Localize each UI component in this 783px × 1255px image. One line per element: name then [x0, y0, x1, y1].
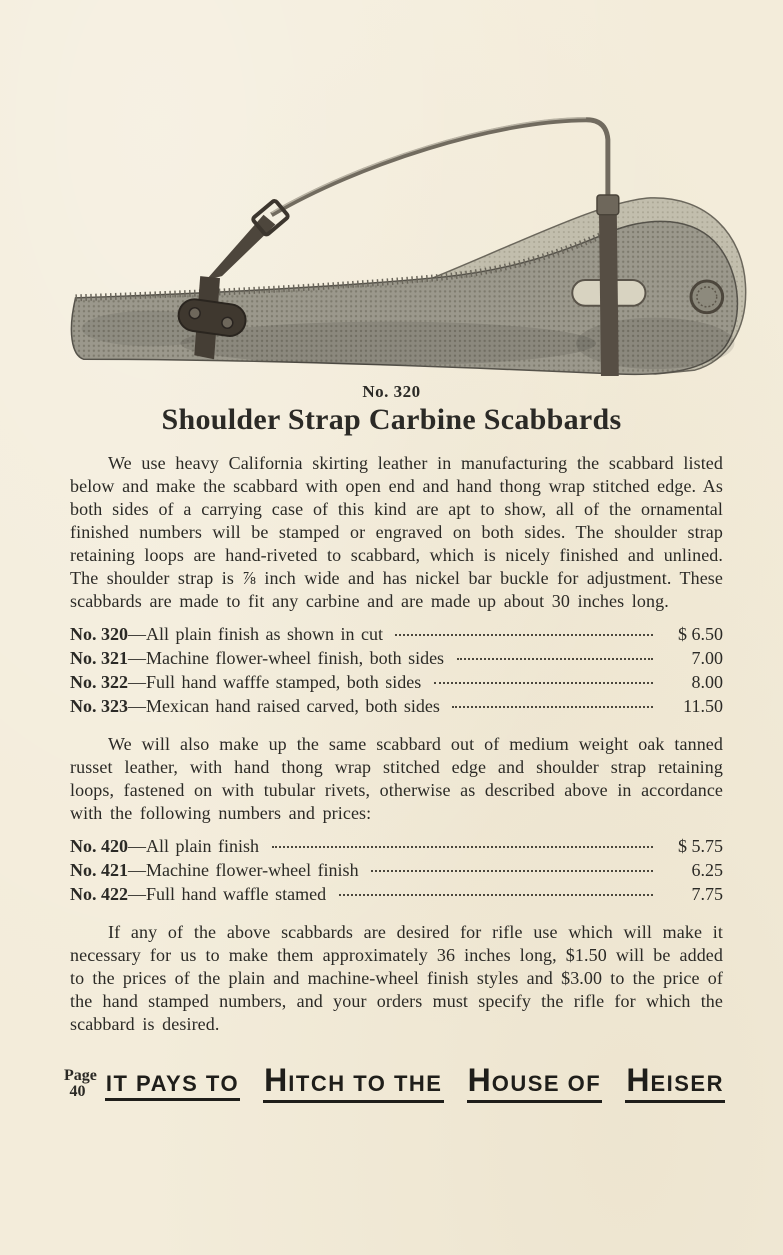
dot-leader [434, 682, 653, 684]
item-number: No. 321 [70, 648, 128, 668]
body-shading-right [576, 318, 734, 369]
slogan-segment: IT PAYS TO [105, 1071, 240, 1101]
item-number: No. 421 [70, 860, 128, 880]
price-row [70, 622, 723, 646]
right-strap [599, 211, 619, 376]
item-number: No. 323 [70, 696, 128, 716]
intro-paragraph: We use heavy California skirting leather in manufacturing the scabbard listed below and make the scabbard with open end and hand thong wrap stitched edge. As both sides of a carrying case of this kind are apt to show, all of the ornamental finished numbers will be stamped or engraved on both sides. The shoulder strap retaining loops are hand-riveted to scabbard, which is nicely finished and unlined. The shoulder strap is ⅞ inch wide and has nickel bar buckle for adjustment. These scabbards are made to fit any carbine and are made up about 30 inches long. [70, 453, 723, 611]
scabbard-illustration [58, 96, 758, 378]
item-number: No. 420 [70, 836, 128, 856]
price-row [70, 694, 723, 718]
item-description: —All plain finish as shown in cut [128, 624, 390, 644]
right-strap-fold [597, 195, 619, 215]
dot-leader [272, 846, 654, 848]
item-description: —Machine flower-wheel finish, both sides [128, 648, 451, 668]
item-price: 7.75 [691, 884, 723, 904]
dot-leader [339, 894, 653, 896]
page-number: 40 [69, 1083, 86, 1100]
item-price: $ 6.50 [678, 624, 723, 644]
slogan-segment: HOUSE OF [467, 1062, 603, 1103]
catalog-number: No. 320 [362, 382, 421, 401]
slogan-segment: HITCH TO THE [263, 1062, 443, 1103]
rivet-right [221, 317, 233, 329]
price-row [70, 646, 723, 670]
house-of-heiser-slogan [105, 1062, 725, 1103]
page-label: Page [64, 1067, 97, 1084]
dot-leader [452, 706, 653, 708]
page-number-block [64, 1068, 97, 1103]
item-price: $ 5.75 [678, 836, 723, 856]
price-row [70, 882, 723, 906]
item-description: —All plain finish [128, 836, 266, 856]
note-paragraph: If any of the above scabbards are desired for rifle use which will make it necessary for us to make them approximately 36 inches long, $1.50 will be added to the prices of the plain and machine-wheel finish styles and $3.00 to the price of the hand stamped numbers, and your orders must specify the rifle for which the scabbard is desired. [70, 922, 723, 1034]
dot-leader [457, 658, 653, 660]
item-number: No. 320 [70, 624, 128, 644]
body-content [0, 452, 783, 1036]
shoulder-strap [271, 120, 607, 215]
catalog-page [0, 96, 783, 1255]
item-description: —Mexican hand raised carved, both sides [128, 696, 447, 716]
item-price: 11.50 [683, 696, 723, 716]
item-description: —Full hand wafffe stamped, both sides [128, 672, 428, 692]
rivet-left [189, 307, 201, 319]
second-paragraph: We will also make up the same scabbard out of medium weight oak tanned russet leather, with hand thong wrap stitched edge and shoulder strap retaining loops, fastened on with tubular rivets, otherwise as described above in accordance with the following numbers and prices: [70, 734, 723, 823]
dot-leader [395, 634, 653, 636]
item-price: 8.00 [691, 672, 723, 692]
item-price: 6.25 [691, 860, 723, 880]
page-title: Shoulder Strap Carbine Scabbards [161, 403, 622, 436]
slogan-segment: HEISER [625, 1062, 725, 1103]
item-number: No. 422 [70, 884, 128, 904]
item-description: —Full hand waffle stamed [128, 884, 333, 904]
maker-stamp [691, 281, 723, 313]
item-number: No. 322 [70, 672, 128, 692]
page-footer [0, 1062, 783, 1103]
price-list-russet [70, 834, 723, 906]
left-strap-upper [206, 215, 275, 280]
price-row [70, 670, 723, 694]
shoulder-strap-highlight [271, 118, 586, 213]
price-row [70, 858, 723, 882]
item-description: —Machine flower-wheel finish [128, 860, 366, 880]
price-list-leather [70, 622, 723, 718]
item-price: 7.00 [691, 648, 723, 668]
price-row [70, 834, 723, 858]
dot-leader [371, 870, 653, 872]
